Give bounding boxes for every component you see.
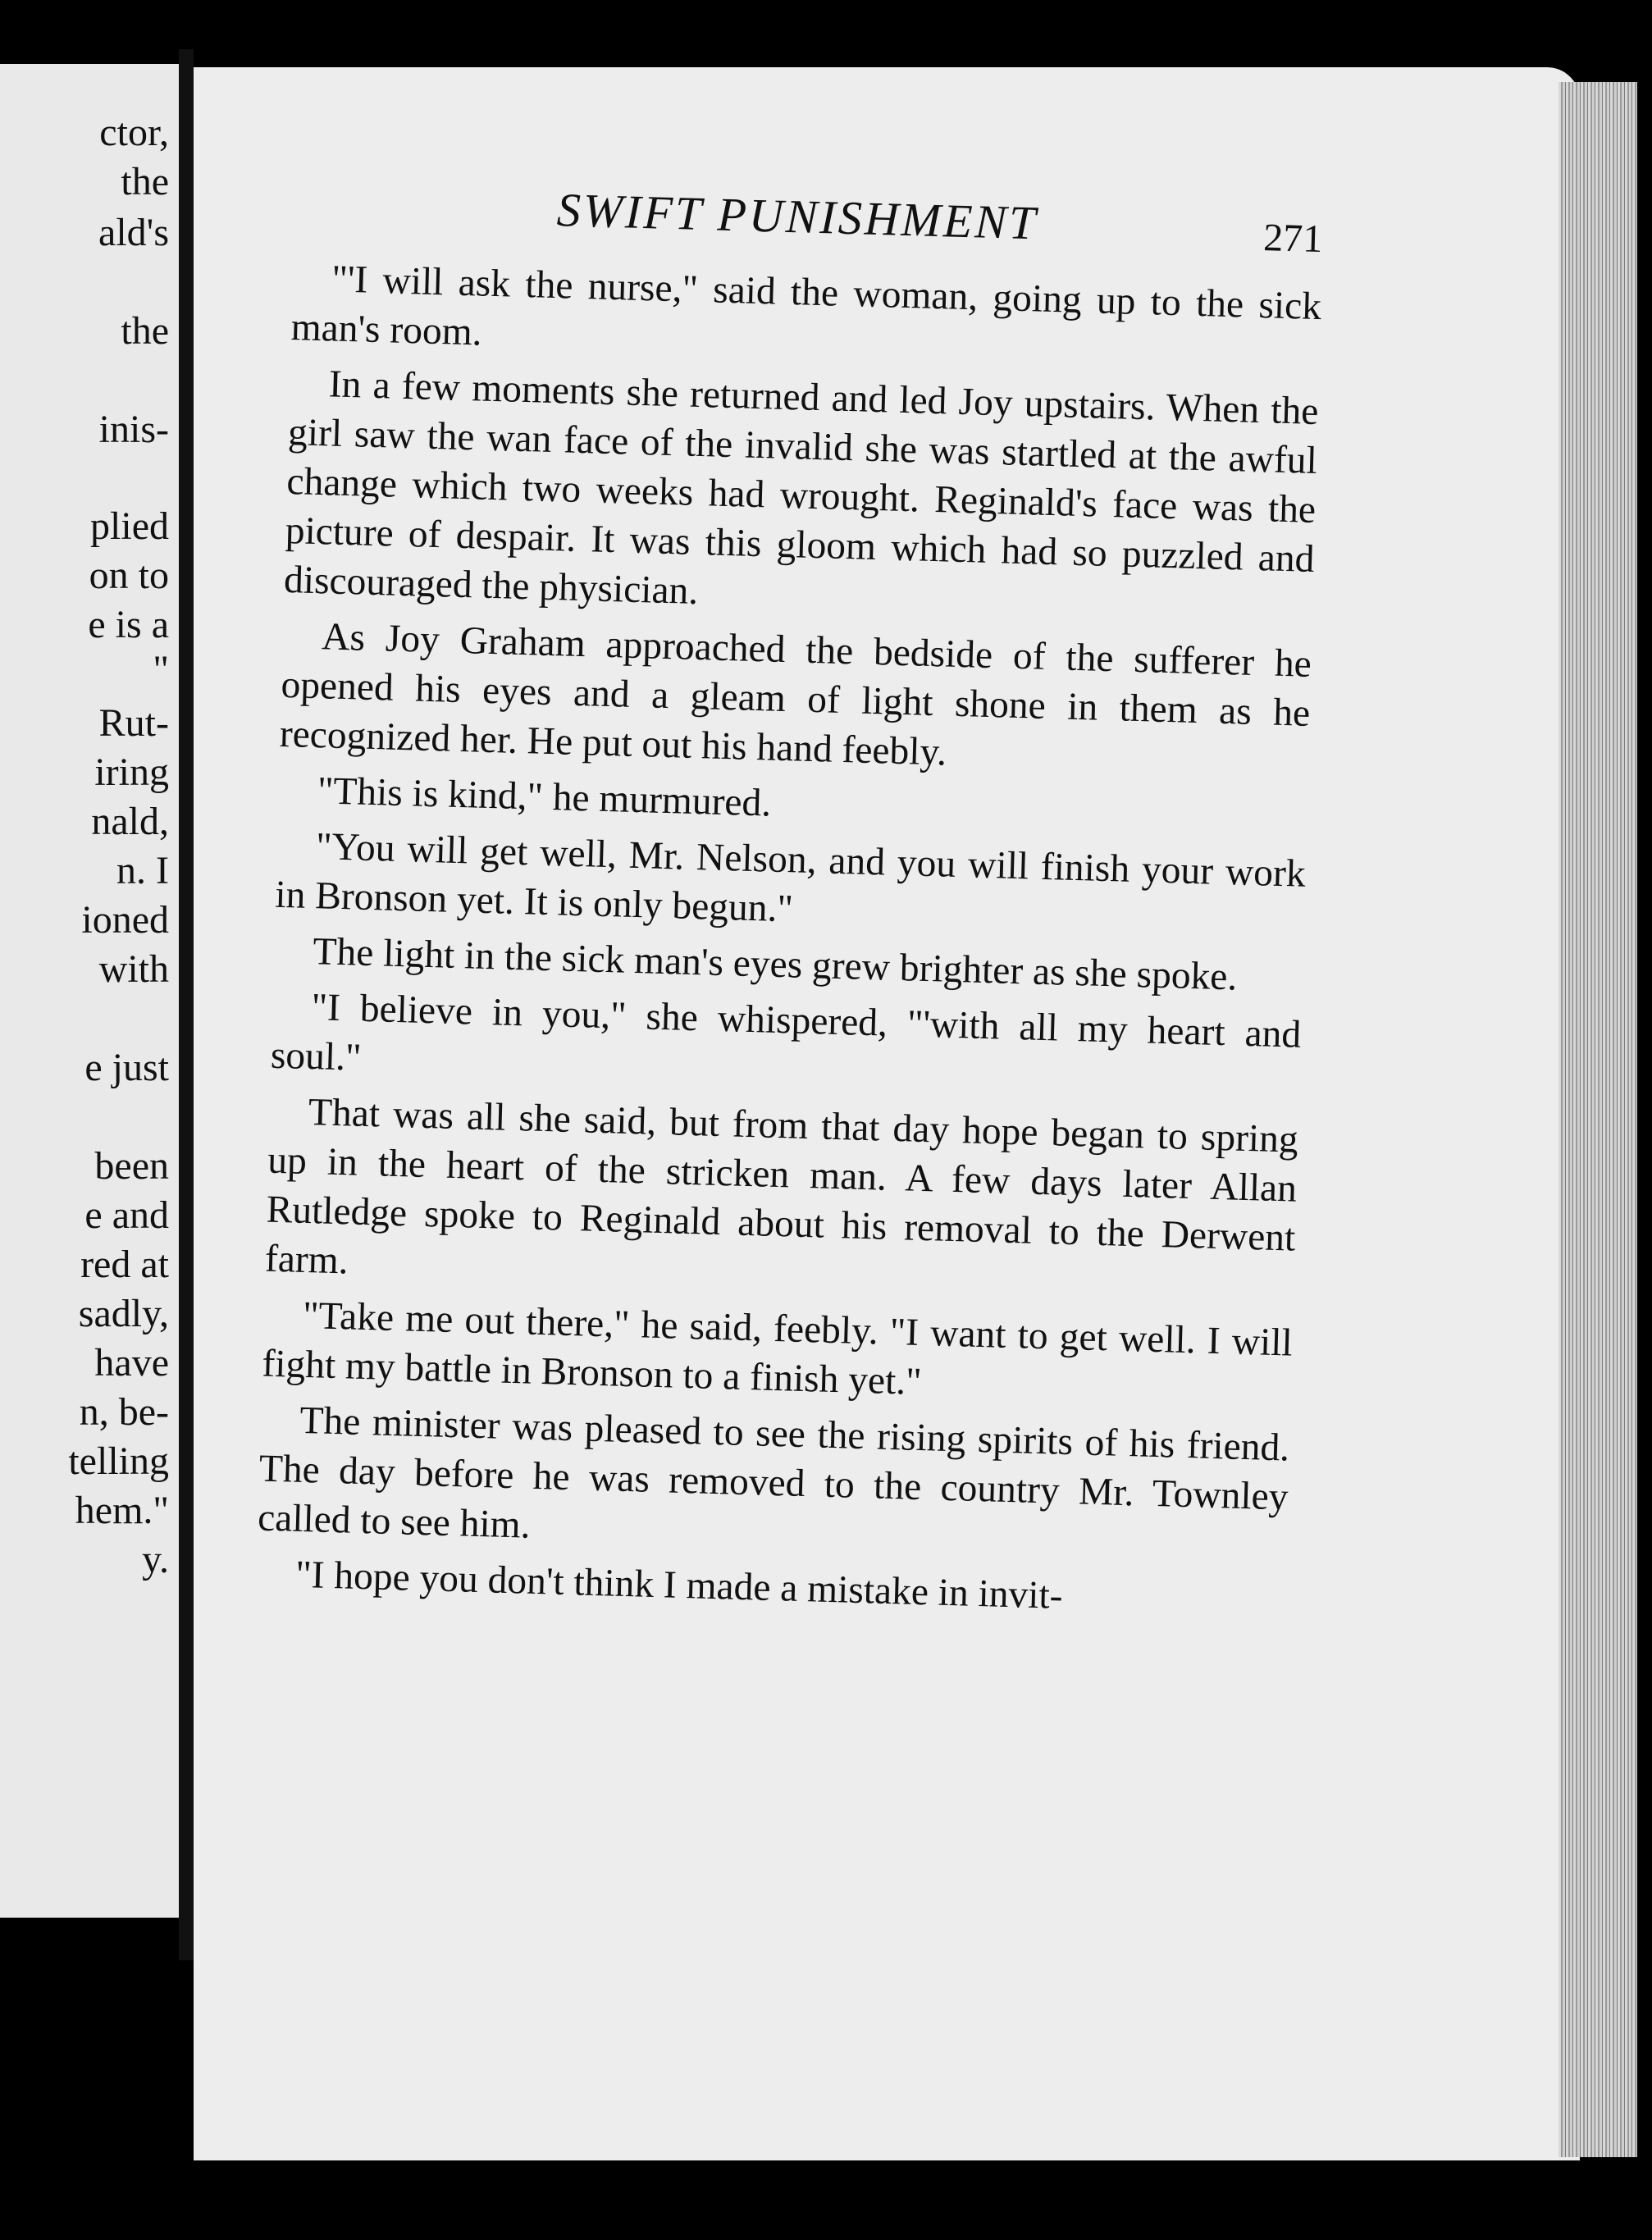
left-page-line: have — [94, 1341, 169, 1385]
left-page-line: ctor, — [99, 111, 169, 154]
paragraph: The light in the sick man's eyes grew brighter as she spoke. — [312, 930, 1239, 999]
left-page-line: e is a — [88, 603, 169, 646]
left-page-fragment — [0, 64, 179, 1918]
left-page-line: ald's — [98, 211, 169, 254]
left-page-line: the — [121, 309, 169, 353]
left-page-line: ioned — [81, 898, 169, 942]
left-page-line: y. — [142, 1538, 169, 1581]
paragraph: "This is kind," he murmured. — [317, 769, 772, 825]
paragraph: "I hope you don't think I made a mistake in invit- — [294, 1553, 1064, 1617]
left-page-line: been — [94, 1144, 169, 1188]
left-page-line: sadly, — [78, 1292, 169, 1335]
left-page-line: n. I — [116, 849, 169, 892]
left-page-line: iring — [94, 750, 169, 794]
paragraph: That was all she said, but from that day hope began to spring up in the heart of the stricken man. A few days later Allan Rutledge spoke to Reginald about his removal to the Derwent farm. — [264, 1091, 1299, 1283]
page-body — [255, 253, 1322, 1633]
page-text-block — [214, 174, 1328, 1925]
left-page-line: on to — [89, 554, 169, 597]
book-gutter — [179, 49, 194, 1960]
paragraph: "I believe in you," she whispered, "'with all my heart and soul." — [270, 986, 1302, 1079]
left-page-line: e just — [84, 1046, 169, 1089]
left-page-line: nald, — [91, 800, 169, 843]
paragraph: As Joy Graham approached the bedside of the sufferer he opened his eyes and a gleam of light shone in them as he recognized her. He put out his hand feebly. — [279, 615, 1312, 774]
left-page-line: inis- — [98, 408, 169, 451]
left-page-line: hem." — [75, 1489, 169, 1532]
left-page-line: red at — [80, 1243, 169, 1286]
paragraph: "You will get well, Mr. Nelson, and you will finish your work in Bronson yet. It is only begun." — [274, 825, 1307, 931]
paragraph: In a few moments she returned and led Joy upstairs. When the girl saw the wan face of the invalid she was startled at the awful change which two weeks had wrought. Reginald's face was the picture of despair. It was this gloom which had so puzzled and discouraged the physician. — [283, 363, 1320, 614]
left-page-line: the — [121, 160, 169, 203]
paragraph: "'I will ask the nurse," said the woman, going up to the sick man's room. — [290, 258, 1322, 354]
left-page-line: " — [153, 648, 169, 691]
left-page-line: n, be- — [79, 1390, 169, 1434]
paragraph: "Take me out there," he said, feebly. "I want to get well. I will fight my battle in Bronson to a finish yet." — [261, 1293, 1294, 1404]
page-number: 271 — [1262, 216, 1324, 262]
page-edges — [1558, 82, 1637, 2157]
paragraph: The minister was pleased to see the rising spirits of his friend. The day before he was removed to the country Mr. Townley called to see him. — [257, 1398, 1290, 1547]
running-head: SWIFT PUNISHMENT — [556, 183, 1039, 250]
left-page-line: plied — [90, 504, 169, 548]
left-page-line: Rut- — [98, 701, 169, 745]
left-page-line: with — [98, 947, 169, 991]
left-page-line: e and — [84, 1193, 169, 1237]
left-page-line: telling — [68, 1439, 169, 1483]
